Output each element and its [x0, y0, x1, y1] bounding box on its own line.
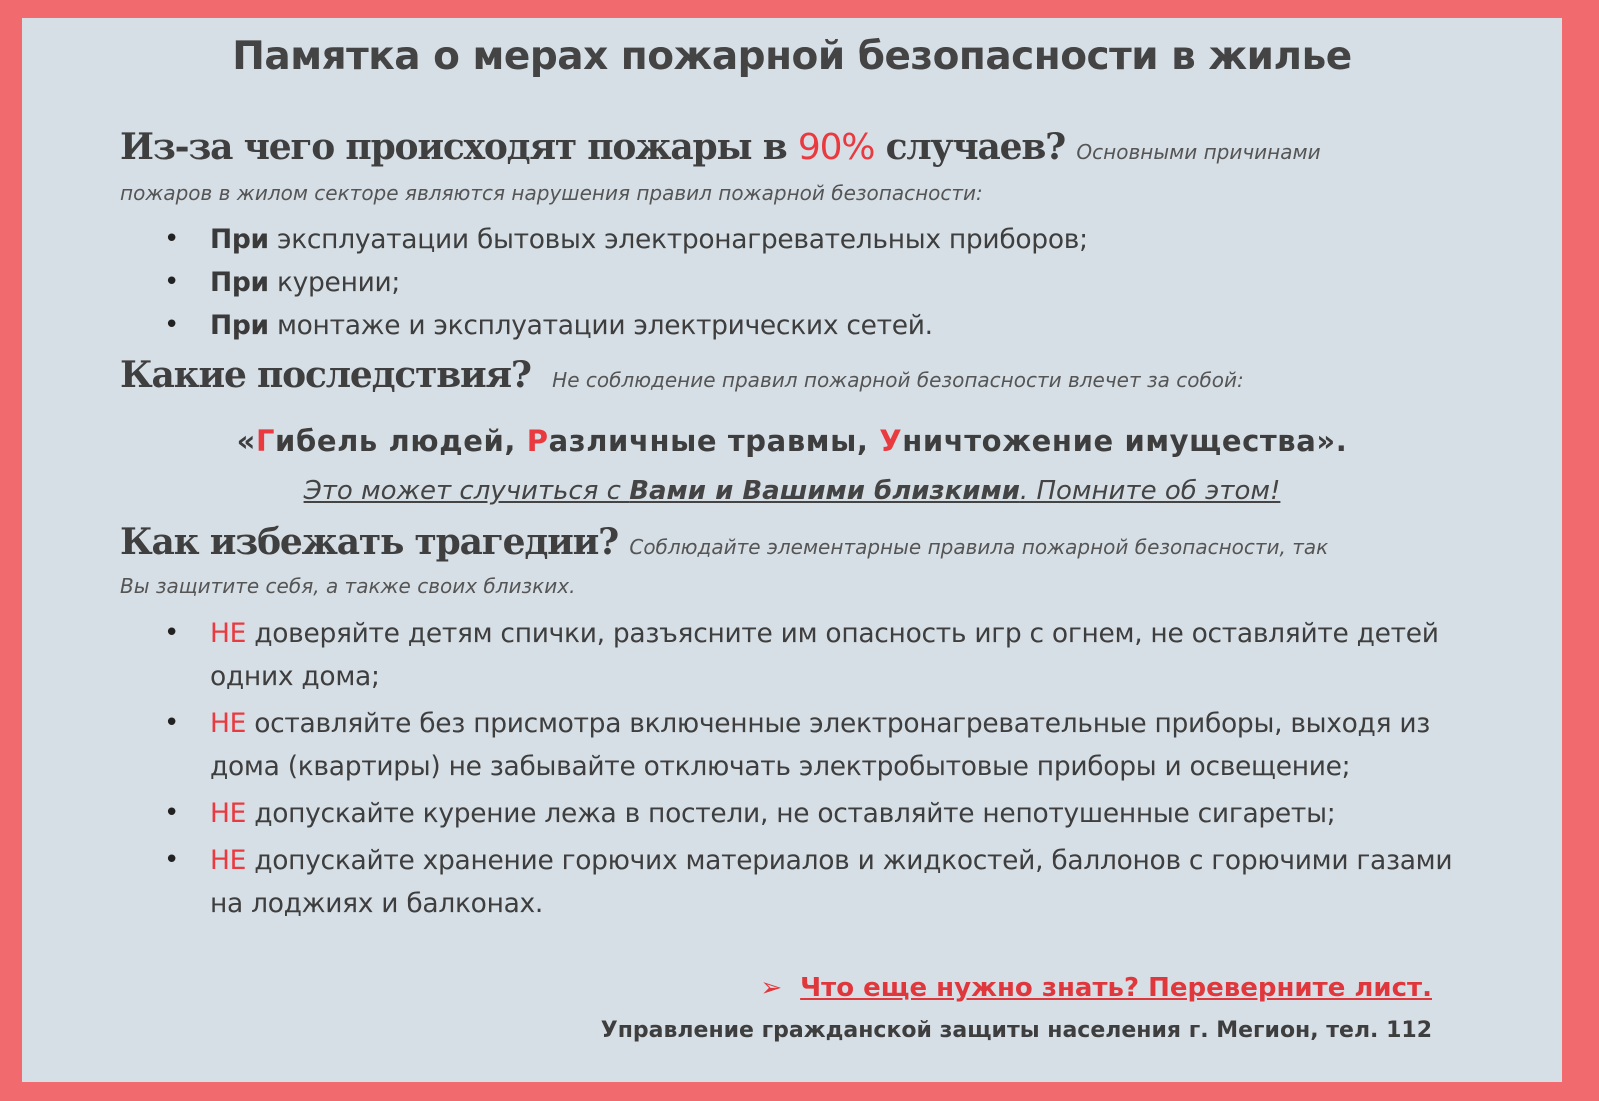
arrow-right-icon: ➢	[760, 973, 783, 1003]
item-lead: При	[210, 310, 269, 341]
section1-note-a: Основными причинами	[1076, 140, 1321, 164]
section1-heading	[120, 126, 1321, 168]
causes-list	[164, 218, 1088, 347]
footer-contact: Управление гражданской защиты населения г. Мегион, тел. 112	[600, 1018, 1432, 1043]
list-item	[164, 702, 1464, 788]
letter-r: Р	[526, 424, 549, 458]
item-text: допускайте курение лежа в постели, не оставляйте непотушенные сигареты;	[246, 798, 1336, 829]
list-item	[164, 792, 1464, 835]
letter-u: У	[879, 424, 903, 458]
item-lead: НЕ	[210, 845, 247, 876]
section3-heading-text: Как избежать трагедии?	[120, 521, 619, 563]
list-item	[164, 304, 1088, 347]
turn-over-link[interactable]	[760, 973, 1432, 1003]
warn-part: Это может случиться с	[303, 476, 630, 506]
item-lead: При	[210, 267, 269, 298]
item-text: допускайте хранение горючих материалов и жидкостей, баллонов с горючими газами на лоджиях и балконах.	[210, 845, 1453, 919]
item-lead: При	[210, 224, 269, 255]
item-text: эксплуатации бытовых электронагревательных приборов;	[268, 224, 1088, 255]
list-item	[164, 612, 1464, 698]
section1-heading-text-a: Из-за чего происходят пожары в	[120, 126, 798, 168]
section2-note: Не соблюдение правил пожарной безопасности влечет за собой:	[552, 368, 1244, 392]
item-text: монтаже и эксплуатации электрических сетей.	[268, 310, 933, 341]
section3-note-a: Соблюдайте элементарные правила пожарной безопасности, так	[629, 535, 1329, 559]
letter-g: Г	[255, 424, 276, 458]
list-item	[164, 839, 1464, 925]
section3-heading	[120, 521, 1328, 563]
page-title: Памятка о мерах пожарной безопасности в жилье	[232, 34, 1352, 79]
consequences-line	[22, 424, 1562, 458]
item-lead: НЕ	[210, 708, 247, 739]
warning-line	[22, 476, 1562, 506]
cons-part: азличные травмы,	[548, 424, 880, 458]
list-item	[164, 261, 1088, 304]
item-lead: НЕ	[210, 618, 247, 649]
section2-heading	[120, 354, 1244, 396]
cons-part: ибель людей,	[275, 424, 527, 458]
rules-list	[164, 612, 1464, 929]
item-text: курении;	[268, 267, 401, 298]
cons-part: ничтожение имущества».	[902, 424, 1348, 458]
turn-over-text: Что еще нужно знать? Переверните лист.	[800, 973, 1432, 1003]
item-text: оставляйте без присмотра включенные электронагревательные приборы, выходя из дома (квартиры) не забывайте отключать электробытовые приборы и освещение;	[210, 708, 1431, 782]
section1-note-b: пожаров в жилом секторе являются нарушения правил пожарной безопасности:	[120, 181, 983, 205]
warn-part: . Помните об этом!	[1019, 476, 1281, 506]
section1-heading-text-b: случаев?	[874, 126, 1066, 168]
item-text: доверяйте детям спички, разъясните им опасность игр с огнем, не оставляйте детей одних дома;	[210, 618, 1439, 692]
item-lead: НЕ	[210, 798, 247, 829]
warn-emphasis: Вами и Вашими близкими	[629, 476, 1020, 506]
list-item	[164, 218, 1088, 261]
leaflet-card	[22, 18, 1562, 1082]
section2-heading-text: Какие последствия?	[120, 354, 531, 396]
section3-note-b: Вы защитите себя, а также своих близких.	[120, 574, 576, 598]
percent-highlight: 90%	[797, 127, 875, 168]
quote-open: «	[236, 424, 256, 458]
